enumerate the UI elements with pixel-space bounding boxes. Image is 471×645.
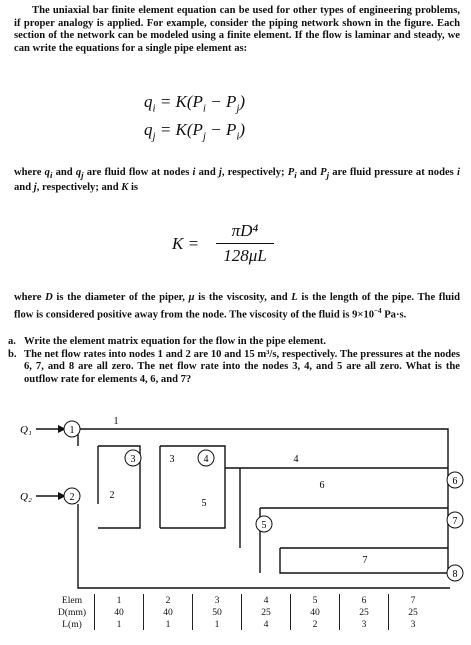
node-number: 8 [452,569,458,580]
table-cell: D(mm) [57,606,87,618]
element-label: 6 [319,480,325,491]
inflow-arrows [20,424,66,503]
node-number: 5 [261,520,267,531]
table-cell: 25 [242,606,291,618]
question-label: b. [8,348,17,360]
table-cell: 4 [242,594,291,606]
table-cell: 25 [340,606,389,618]
table-cell: 25 [389,606,438,618]
table-cell: 3 [340,618,389,630]
question-list [8,336,460,386]
table-cell: 3 [193,594,242,606]
question-a [8,336,460,349]
table-cell: 2 [144,594,193,606]
table-cell: 1 [144,618,193,630]
question-text: The net flow rates into nodes 1 and 2 are 10 and 15 m³/s, respectively. The pressures at the nodes 6, 7, and 8 are all zero. The net flow rate into the nodes 3, 4, and 5 are all zero. What is the outflow rate for elements 4, 6, and 7? [24,348,460,385]
where-paragraph: where D is the diameter of the piper, μ is the viscosity, and L is the length of the pipe. The fluid flow is considered positive away from the node. The viscosity of the fluid is $9\times 10^{-4}$ Pa·s. [14,292,460,321]
table-cell: 40 [95,606,144,618]
piping-network-figure [0,408,471,608]
table-cell: 3 [389,618,438,630]
element-label: 5 [201,498,207,509]
table-row [50,594,437,606]
node-number: 6 [452,476,458,487]
k-denominator: 128μL [223,246,267,265]
definitions-paragraph: where $q_i$ and $q_j$ are fluid flow at nodes i and j, respectively; $P_i$ and $P_j$ are fluid pressure at nodes i and j, respectively; and K is [14,167,460,193]
table-row [50,618,437,630]
element-labels [110,416,368,566]
element-label: 4 [293,454,299,465]
element-properties-table [50,594,437,630]
question-label: a. [8,336,16,347]
table-cell: 1 [193,618,242,630]
table-cell: 1 [95,594,144,606]
table-cell: 6 [340,594,389,606]
table-cell: 5 [291,594,340,606]
node-number: 1 [69,425,75,436]
table-cell: Elem [61,594,83,606]
intro-text: The uniaxial bar finite element equation can be used for other types of engineering problems, if proper analogy is applied. For example, consider the piping network shown in the figure. Each section of the network can be modeled using a finite element. If the flow is laminar and steady, we can write the equations for a single pipe element as: [14,5,460,54]
table-cell: 4 [242,618,291,630]
k-lhs: K = [172,234,200,253]
equation-qj: $q_j = K(P_j - P_i)$ [144,120,246,143]
table-cell: 40 [144,606,193,618]
intro-paragraph [14,5,460,55]
node-circles [64,421,463,581]
q1-label: Q₁ [20,424,32,436]
table-cell: 7 [389,594,438,606]
node-number: 7 [452,516,458,527]
element-label: 2 [109,490,115,501]
node-number: 4 [203,454,209,465]
table-cell: 1 [95,618,144,630]
element-label: 3 [169,454,175,465]
k-numerator: πD⁴ [216,221,274,244]
table-cell: L(m) [62,618,82,630]
element-label: 7 [362,555,368,566]
equation-qi: $q_i = K(P_i - P_j)$ [144,92,246,115]
node-number: 3 [130,454,136,465]
table-cell: 2 [291,618,340,630]
table-cell: 50 [193,606,242,618]
k-fraction [216,221,274,266]
q2-label: Q₂ [20,491,32,503]
table-cell: 40 [291,606,340,618]
pipe-element-7-wall [280,548,300,573]
question-b [8,349,460,387]
element-label: 1 [113,416,119,427]
node-number: 2 [69,492,75,503]
node-numbers [70,425,458,580]
question-text: Write the element matrix equation for the flow in the pipe element. [24,336,327,347]
table-row [50,606,437,618]
